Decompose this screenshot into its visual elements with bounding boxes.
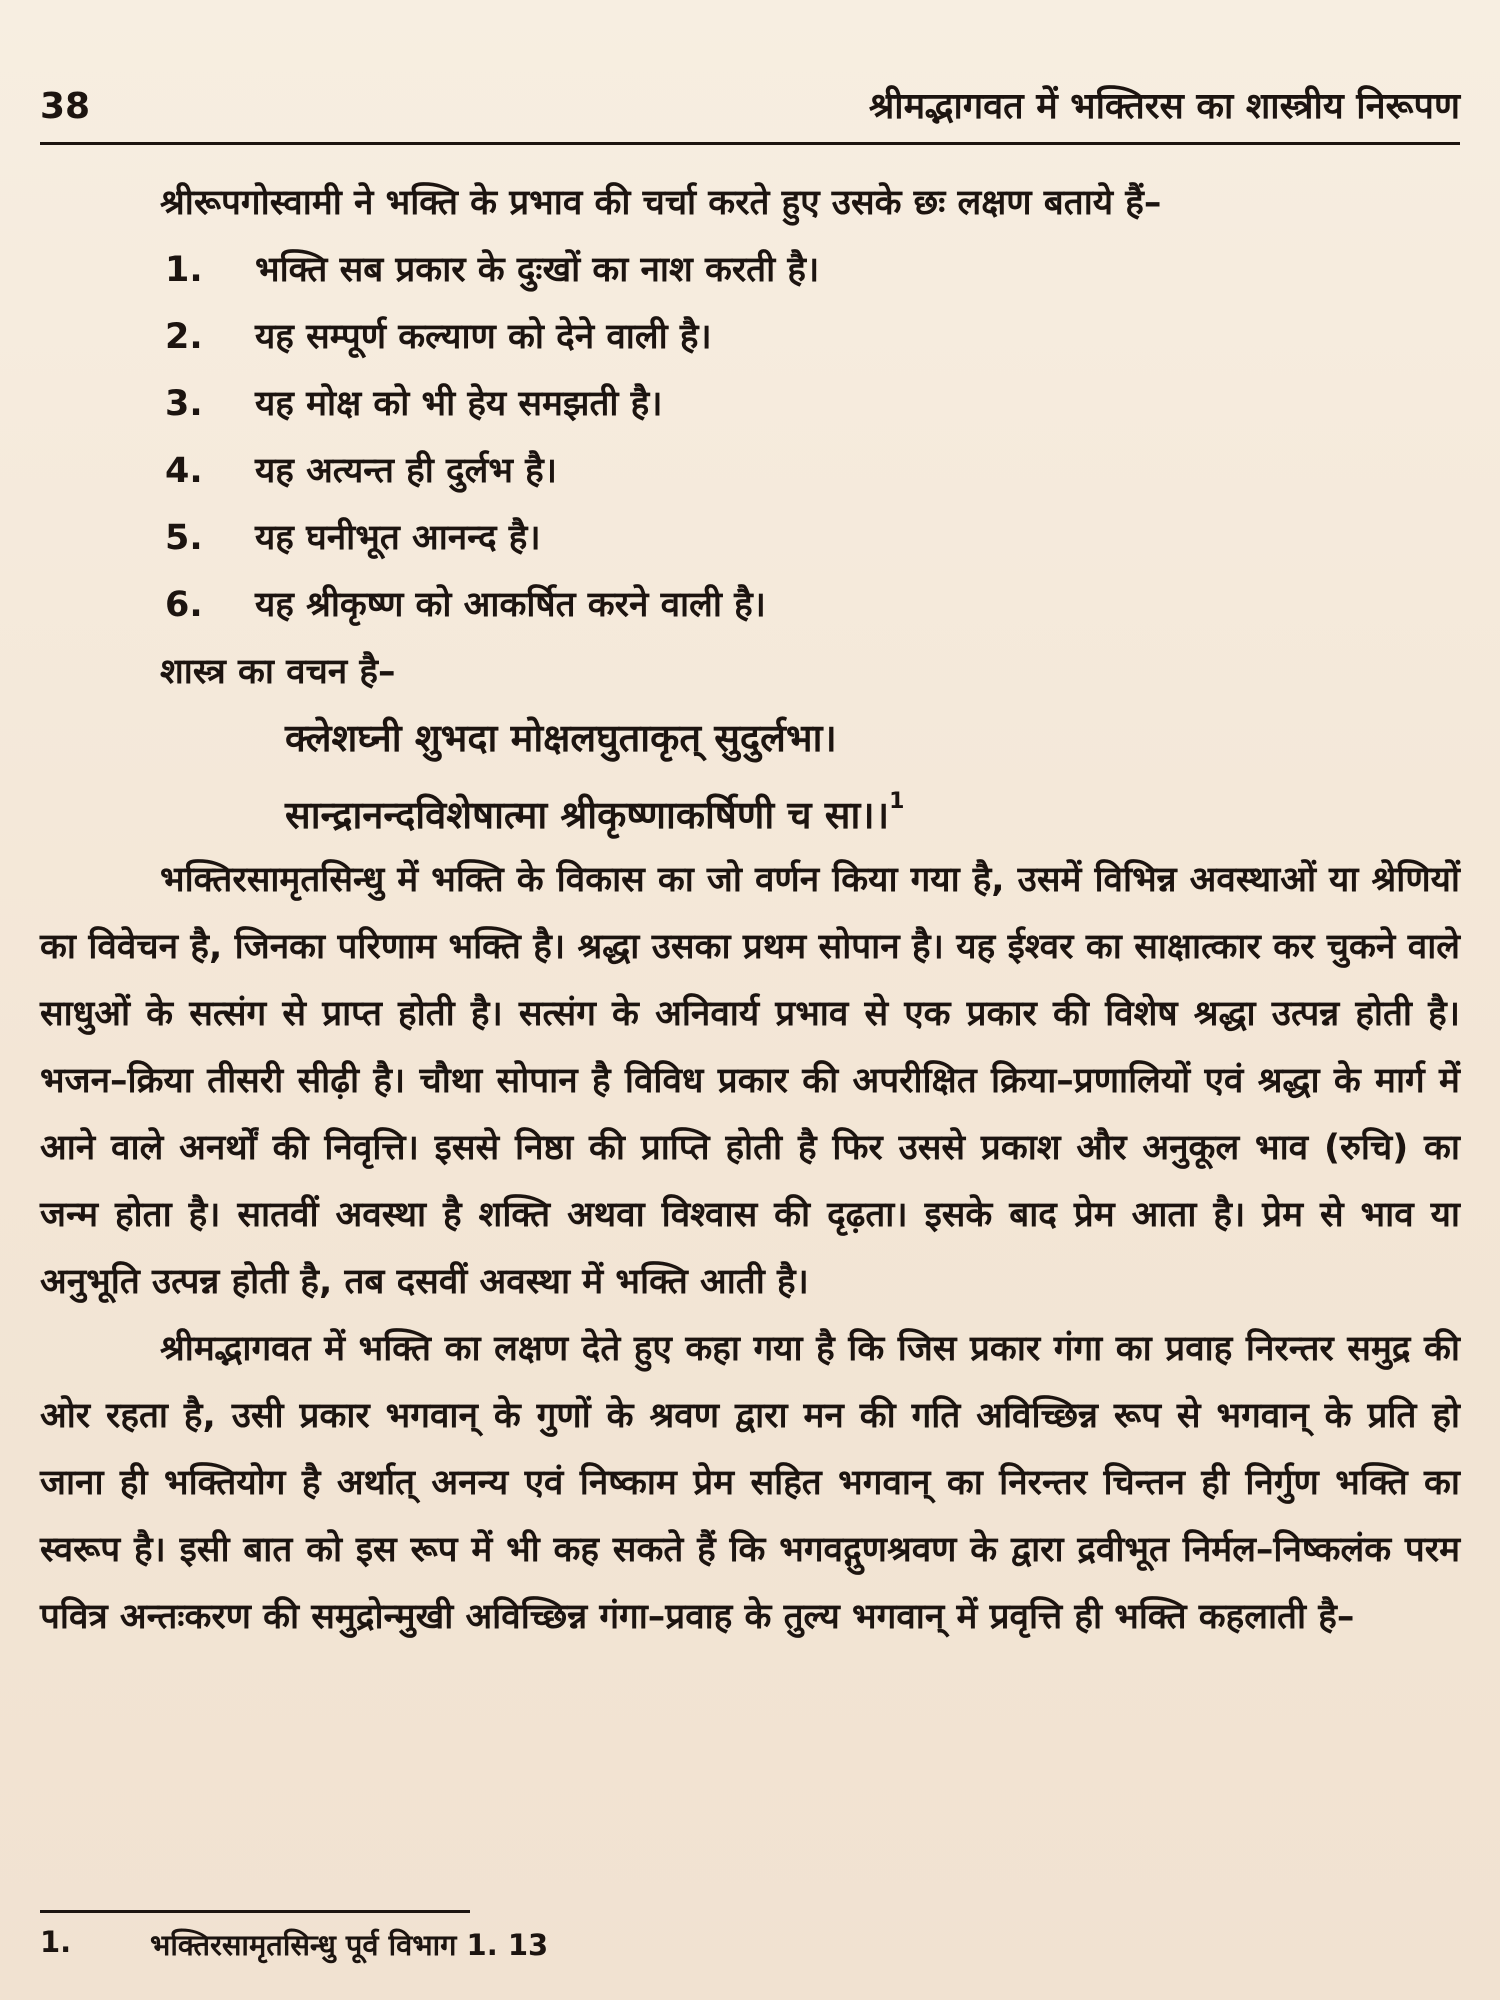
list-number: 3. xyxy=(165,384,203,424)
list-text: भक्ति सब प्रकार के दुःखों का नाश करती है। xyxy=(255,250,820,290)
verse-line-1: क्लेशघ्नी शुभदा मोक्षलघुताकृत् सुदुर्लभा। xyxy=(285,716,837,760)
list-number: 4. xyxy=(165,451,203,491)
list-number: 6. xyxy=(165,585,203,625)
characteristics-list xyxy=(40,237,1460,639)
shastra-intro: शास्त्र का वचन है– xyxy=(160,652,396,692)
list-text: यह मोक्ष को भी हेय समझती है। xyxy=(255,384,663,424)
list-item xyxy=(165,438,1460,505)
list-text: यह घनीभूत आनन्द है। xyxy=(255,518,541,558)
footnote-marker: 1 xyxy=(889,789,905,814)
list-text: यह श्रीकृष्ण को आकर्षित करने वाली है। xyxy=(255,585,766,625)
list-item xyxy=(165,572,1460,639)
list-item xyxy=(165,371,1460,438)
list-number: 2. xyxy=(165,317,203,357)
footnote-rule xyxy=(40,1910,470,1913)
list-item xyxy=(165,304,1460,371)
running-title: श्रीमद्भागवत में भक्तिरस का शास्त्रीय निरूपण xyxy=(868,86,1460,127)
footnote xyxy=(40,1925,548,1964)
list-item xyxy=(165,505,1460,572)
header-rule xyxy=(40,142,1460,145)
page-number: 38 xyxy=(40,86,91,127)
list-number: 1. xyxy=(165,250,203,290)
list-item xyxy=(165,237,1460,304)
page-body xyxy=(40,170,1460,1651)
verse-line-2 xyxy=(40,770,1460,847)
list-number: 5. xyxy=(165,518,203,558)
list-text: यह सम्पूर्ण कल्याण को देने वाली है। xyxy=(255,317,712,357)
list-text: यह अत्यन्त ही दुर्लभ है। xyxy=(255,451,557,491)
paragraph-bhakti-stages: भक्तिरसामृतसिन्धु में भक्ति के विकास का जो वर्णन किया गया है, उसमें विभिन्न अवस्थाओं या श्रेणियों का विवेचन है, जिनका परिणाम भक्ति है। श्रद्धा उसका प्रथम सोपान है। यह ईश्वर का साक्षात्कार कर चुकने वाले साधुओं के सत्संग से प्राप्त होती है। सत्संग के अनिवार्य प्रभाव से एक प्रकार की विशेष श्रद्धा उत्पन्न होती है। भजन–क्रिया तीसरी सीढ़ी है। चौथा सोपान है विविध प्रकार की अपरीक्षित क्रिया–प्रणालियों एवं श्रद्धा के मार्ग में आने वाले अनर्थों की निवृत्ति। इससे निष्ठा की प्राप्ति होती है फिर उससे प्रकाश और अनुकूल भाव (रुचि) का जन्म होता है। सातवीं अवस्था है शक्ति अथवा विश्वास की दृढ़ता। इसके बाद प्रेम आता है। प्रेम से भाव या अनुभूति उत्पन्न होती है, तब दसवीं अवस्था में भक्ति आती है। xyxy=(40,860,1460,1302)
verse-line-2-text: सान्द्रानन्दविशेषात्मा श्रीकृष्णाकर्षिणी च सा।। xyxy=(285,793,890,837)
footnote-number: 1. xyxy=(40,1925,72,1959)
intro-paragraph: श्रीरूपगोस्वामी ने भक्ति के प्रभाव की चर्चा करते हुए उसके छः लक्षण बताये हैं– xyxy=(160,183,1162,223)
footnote-text: भक्तिरसामृतसिन्धु पूर्व विभाग 1. 13 xyxy=(150,1928,549,1962)
paragraph-bhagavat-definition: श्रीमद्भागवत में भक्ति का लक्षण देते हुए कहा गया है कि जिस प्रकार गंगा का प्रवाह निरन्तर समुद्र की ओर रहता है, उसी प्रकार भगवान् के गुणों के श्रवण द्वारा मन की गति अविच्छिन्न रूप से भगवान् के प्रति हो जाना ही भक्तियोग है अर्थात् अनन्य एवं निष्काम प्रेम सहित भगवान् का निरन्तर चिन्तन ही निर्गुण भक्ति का स्वरूप है। इसी बात को इस रूप में भी कह सकते हैं कि भगवद्गुणश्रवण के द्वारा द्रवीभूत निर्मल–निष्कलंक परम पवित्र अन्तःकरण की समुद्रोन्मुखी अविच्छिन्न गंगा–प्रवाह के तुल्य भगवान् में प्रवृत्ति ही भक्ति कहलाती है– xyxy=(40,1329,1460,1637)
page-header xyxy=(40,80,1460,140)
